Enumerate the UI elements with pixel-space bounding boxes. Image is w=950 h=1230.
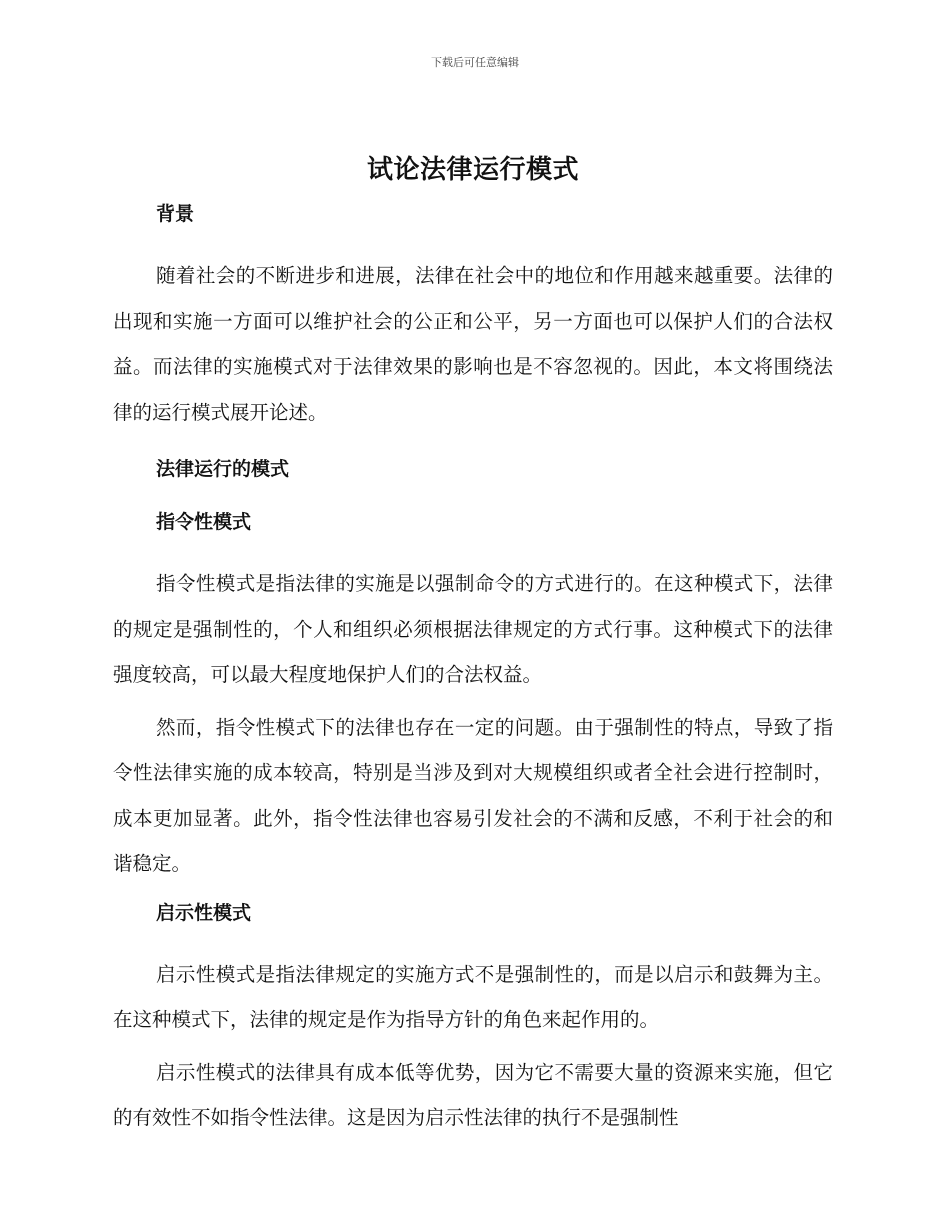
page-title: 试论法律运行模式 — [366, 155, 579, 185]
paragraph-background: 随着社会的不断进步和进展，法律在社会中的地位和作用越来越重要。法律的出现和实施一方面可以维护社会的公正和公平，另一方面也可以保护人们的合法权益。而法律的实施模式对于法律效果的影响也是不容忽视的。因此，本文将围绕法律的运行模式展开论述。 — [113, 264, 833, 424]
document-body — [113, 150, 833, 1148]
header-note: 下载后可任意编辑 — [431, 56, 519, 69]
section-heading-modes: 法律运行的模式 — [156, 458, 290, 480]
paragraph-directive-2: 然而，指令性模式下的法律也存在一定的问题。由于强制性的特点，导致了指令性法律实施的成本较高，特别是当涉及到对大规模组织或者全社会进行控制时，成本更加显著。此外，指令性法律也容易引发社会的不满和反感，不利于社会的和谐稳定。 — [113, 715, 833, 875]
paragraph-enlighten-1: 启示性模式是指法律规定的实施方式不是强制性的，而是以启示和鼓舞为主。在这种模式下，法律的规定是作为指导方针的角色来起作用的。 — [113, 962, 833, 1031]
paragraph-enlighten-2: 启示性模式的法律具有成本低等优势，因为它不需要大量的资源来实施，但它的有效性不如指令性法律。这是因为启示性法律的执行不是强制性 — [113, 1060, 833, 1129]
section-heading-enlighten: 启示性模式 — [156, 901, 252, 924]
section-heading-directive: 指令性模式 — [156, 511, 252, 533]
section-heading-background: 背景 — [156, 203, 195, 225]
paragraph-directive-1: 指令性模式是指法律的实施是以强制命令的方式进行的。在这种模式下，法律的规定是强制性的，个人和组织必须根据法律规定的方式行事。这种模式下的法律强度较高，可以最大程度地保护人们的合法权益。 — [113, 572, 833, 686]
